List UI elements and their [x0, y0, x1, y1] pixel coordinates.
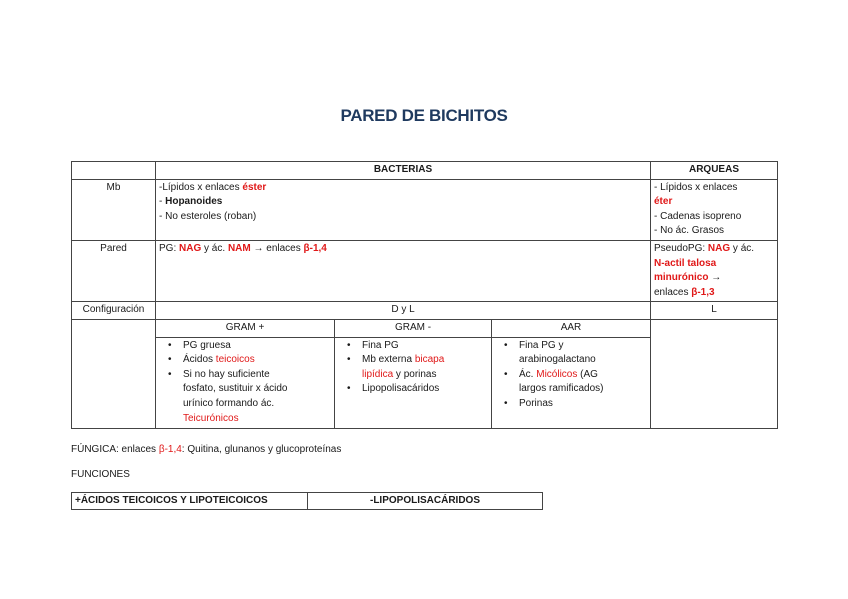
mb-bacterias-cell — [156, 179, 651, 240]
funciones-row — [72, 493, 543, 510]
header-aar: AAR — [492, 319, 651, 337]
mb-arq-line1: - Lípidos x enlaces — [654, 181, 738, 193]
mb-bact-line2: - Hopanoides — [159, 196, 223, 208]
pared-bacterias-cell: PG: NAG y ác. NAM → enlaces β-1,4 — [156, 240, 651, 301]
list-item: • Lipopolisacáridos — [362, 382, 488, 397]
gram-empty-label — [72, 319, 156, 428]
list-item: • Ác. Micólicos (AG largos ramificados) — [519, 368, 647, 397]
row-gram-headers — [72, 319, 778, 337]
aar-cell — [492, 337, 651, 429]
pared-arqueas-cell: PseudoPG: NAG y ác. N-actil talosa minurónico → enlaces β-1,3 — [651, 240, 778, 301]
list-item: • Fina PG — [362, 339, 488, 354]
gram-pos-cell — [156, 337, 335, 429]
row-mb — [72, 179, 778, 240]
row-label-config: Configuración — [72, 302, 156, 320]
bichitos-table — [71, 161, 778, 429]
fungica-line: FÚNGICA: enlaces β-1,4: Quitina, glunanos y glucoproteínas — [71, 444, 342, 455]
list-item: • Fina PG y arabinogalactano — [519, 339, 647, 368]
header-gram-pos: GRAM + — [156, 319, 335, 337]
header-gram-neg: GRAM - — [335, 319, 492, 337]
config-bacterias-cell: D y L — [156, 302, 651, 320]
gram-neg-cell — [335, 337, 492, 429]
mb-arq-line3: - Cadenas isopreno — [654, 210, 742, 222]
funciones-table — [71, 492, 543, 510]
mb-bact-line1: -Lípidos x enlaces éster — [159, 181, 267, 193]
row-pared — [72, 240, 778, 301]
list-item: • Ácidos teicoicos — [183, 353, 331, 368]
mb-arq-line2: éter — [654, 196, 673, 208]
funciones-col-teicoicos: +ÁCIDOS TEICOICOS Y LIPOTEICOICOS — [72, 493, 308, 510]
mb-bact-line3: - No esteroles (roban) — [159, 210, 257, 222]
list-item: • Mb externa bicapa lipídica y porinas — [362, 353, 488, 382]
page-title: PARED DE BICHITOS — [340, 106, 508, 125]
header-empty — [72, 162, 156, 180]
gram-pos-list — [159, 339, 331, 427]
funciones-col-lipopolisacaridos: -LIPOPOLISACÁRIDOS — [308, 493, 543, 510]
config-arqueas-cell: L — [651, 302, 778, 320]
header-row — [72, 162, 778, 180]
header-bacterias: BACTERIAS — [156, 162, 651, 180]
mb-arq-line4: - No ác. Grasos — [654, 225, 725, 237]
gram-neg-list — [338, 339, 488, 397]
funciones-heading: FUNCIONES — [71, 469, 130, 480]
header-arqueas: ARQUEAS — [651, 162, 778, 180]
list-item: • Porinas — [519, 397, 647, 412]
row-config — [72, 302, 778, 320]
mb-arqueas-cell — [651, 179, 778, 240]
row-label-pared: Pared — [72, 240, 156, 301]
row-label-mb: Mb — [72, 179, 156, 240]
list-item: • Si no hay suficiente fosfato, sustituir x ácido urínico formando ác. Teicurónicos — [183, 368, 331, 426]
gram-empty-arqueas — [651, 319, 778, 428]
aar-list — [495, 339, 647, 412]
list-item: • PG gruesa — [183, 339, 331, 354]
